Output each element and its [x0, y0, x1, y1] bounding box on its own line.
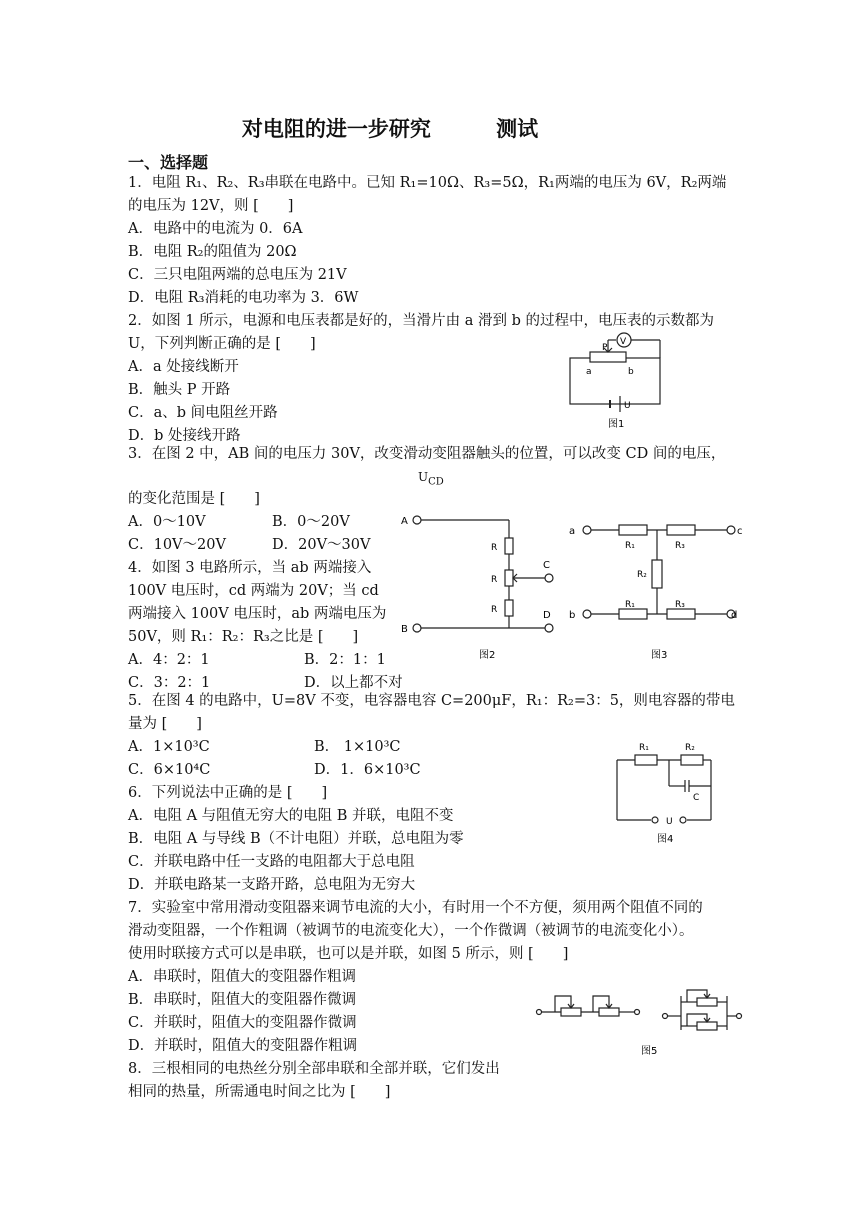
q6-option-a: A．电阻 A 与阻值无穷大的电阻 B 并联，电阻不变 — [128, 808, 454, 824]
q5-option-d: D．1．6×10³C — [314, 762, 421, 778]
q6-option-c: C．并联电路中任一支路的电阻都大于总电阻 — [128, 854, 415, 870]
fig3-label-c: c — [737, 526, 743, 537]
q7-option-b: B．串联时，阻值大的变阻器作微调 — [128, 992, 357, 1008]
fig4-label-u: U — [666, 817, 673, 827]
q1-option-d: D．电阻 R₃消耗的电功率为 3．6W — [128, 290, 359, 306]
q1-option-c: C．三只电阻两端的总电压为 21V — [128, 267, 347, 283]
q3-option-a: A．0～10V — [128, 514, 206, 530]
q3-option-c: C．10V～20V — [128, 537, 226, 553]
q3-option-d: D．20V～30V — [272, 537, 371, 553]
q1-option-a: A．电路中的电流为 0．6A — [128, 221, 303, 237]
fig2-label-r2: R — [491, 575, 498, 585]
fig3-label-r3-bottom: R₃ — [675, 600, 685, 610]
q7-line3: 使用时联接方式可以是串联，也可以是并联，如图 5 所示，则 [ ] — [128, 946, 569, 962]
q2-option-b: B．触头 P 开路 — [128, 382, 231, 398]
fig3-caption: 图3 — [651, 650, 668, 661]
q4-line1: 4．如图 3 电路所示，当 ab 两端接入 — [128, 560, 372, 576]
title-main: 对电阻的进一步研究 — [241, 117, 431, 141]
fig1-label-b: b — [628, 367, 634, 377]
fig4-label-c: C — [693, 793, 700, 803]
q6-line1: 6．下列说法中正确的是 [ ] — [128, 785, 328, 801]
fig3-label-a: a — [569, 526, 576, 537]
fig5-caption: 图5 — [641, 1046, 658, 1057]
q7-option-c: C．并联时，阻值大的变阻器作微调 — [128, 1015, 357, 1031]
q4-option-b: B．2：1：1 — [304, 652, 386, 668]
fig1-label-p: P — [602, 343, 608, 353]
fig3-label-d: d — [731, 610, 738, 621]
section-heading: 一、选择题 — [128, 153, 209, 172]
page-title — [0, 113, 780, 143]
fig2-label-d: D — [543, 610, 551, 621]
fig2-label-a: A — [401, 516, 408, 527]
fig2-label-b: B — [401, 624, 408, 635]
fig1-label-a: a — [586, 367, 592, 377]
q2-option-d: D．b 处接线开路 — [128, 428, 241, 444]
fig2-label-r3: R — [491, 605, 498, 615]
fig4-label-r1: R₁ — [639, 743, 649, 753]
fig2-label-r1: R — [491, 543, 498, 553]
q6-option-d: D．并联电路某一支路开路，总电阻为无穷大 — [128, 877, 416, 893]
fig3-label-r1-bottom: R₁ — [625, 600, 635, 610]
q2-option-c: C．a、b 间电阻丝开路 — [128, 405, 278, 421]
title-suffix: 测试 — [496, 117, 539, 141]
q4-option-d: D．以上都不对 — [304, 675, 403, 691]
fig1-label-u: U — [624, 401, 631, 411]
q3-option-b: B．0～20V — [272, 514, 350, 530]
figure-2-circuit — [395, 508, 560, 666]
q5-option-c: C．6×10⁴C — [128, 762, 211, 778]
q2-line2: U，下列判断正确的是 [ ] — [128, 336, 316, 352]
q1-option-b: B．电阻 R₂的阻值为 20Ω — [128, 244, 297, 260]
q3-line1: 3．在图 2 中，AB 间的电压力 30V，改变滑动变阻器触头的位置，可以改变 CD 间的电压， — [128, 446, 726, 462]
fig1-label-v: V — [620, 337, 627, 347]
fig2-caption: 图2 — [479, 650, 496, 661]
fig4-label-r2: R₂ — [685, 743, 695, 753]
q3-ucd-symbol: U — [418, 470, 429, 484]
fig3-label-r1-top: R₁ — [625, 541, 635, 551]
fig3-label-r3-top: R₃ — [675, 541, 685, 551]
q3-ucd-subscript: CD — [428, 476, 444, 488]
fig4-caption: 图4 — [657, 834, 674, 845]
q7-line2: 滑动变阻器，一个作粗调（被调节的电流变化大），一个作微调（被调节的电流变化小）。 — [128, 923, 694, 939]
figure-5-circuit — [535, 982, 745, 1062]
q2-line1: 2．如图 1 所示，电源和电压表都是好的，当滑片由 a 滑到 b 的过程中，电压表的示数都为 — [128, 313, 715, 329]
q7-option-a: A．串联时，阻值大的变阻器作粗调 — [128, 969, 356, 985]
fig2-label-c: C — [543, 560, 550, 571]
q4-option-a: A．4：2：1 — [128, 652, 210, 668]
q5-option-a: A．1×10³C — [128, 739, 210, 755]
fig3-label-b: b — [569, 610, 576, 621]
q5-line2: 量为 [ ] — [128, 716, 202, 732]
q1-line1: 1．电阻 R₁、R₂、R₃串联在电路中。已知 R₁=10Ω、R₃=5Ω，R₁两端的电压为 6V，R₂两端 — [128, 175, 727, 191]
q4-line2: 100V 电压时，cd 两端为 20V；当 cd — [128, 583, 379, 599]
q8-line1: 8．三根相同的电热丝分别全部串联和全部并联，它们发出 — [128, 1061, 500, 1077]
q5-line1: 5．在图 4 的电路中，U=8V 不变，电容器电容 C=200μF，R₁：R₂=3：5，则电容器的带电 — [128, 693, 735, 709]
q7-line1: 7．实验室中常用滑动变阻器来调节电流的大小，有时用一个不方便，须用两个阻值不同的 — [128, 900, 703, 916]
q6-option-b: B．电阻 A 与导线 B（不计电阻）并联，总电阻为零 — [128, 831, 464, 847]
q4-line3: 两端接入 100V 电压时，ab 两端电压为 — [128, 606, 387, 622]
figure-1-circuit — [560, 330, 670, 430]
q8-line2: 相同的热量，所需通电时间之比为 [ ] — [128, 1084, 391, 1100]
q1-line2: 的电压为 12V，则 [ ] — [128, 198, 294, 214]
q5-option-b: B． 1×10³C — [314, 739, 401, 755]
fig3-label-r2: R₂ — [637, 570, 647, 580]
q3-line2: 的变化范围是 [ ] — [128, 491, 260, 507]
figure-3-circuit — [565, 512, 745, 664]
fig1-caption: 图1 — [608, 419, 625, 430]
q4-option-c: C．3：2：1 — [128, 675, 211, 691]
q3-ucd — [418, 466, 444, 493]
q7-option-d: D．并联时，阻值大的变阻器作粗调 — [128, 1038, 358, 1054]
figure-4-circuit — [605, 738, 720, 850]
q4-line4: 50V，则 R₁：R₂：R₃之比是 [ ] — [128, 629, 359, 645]
q2-option-a: A．a 处接线断开 — [128, 359, 239, 375]
